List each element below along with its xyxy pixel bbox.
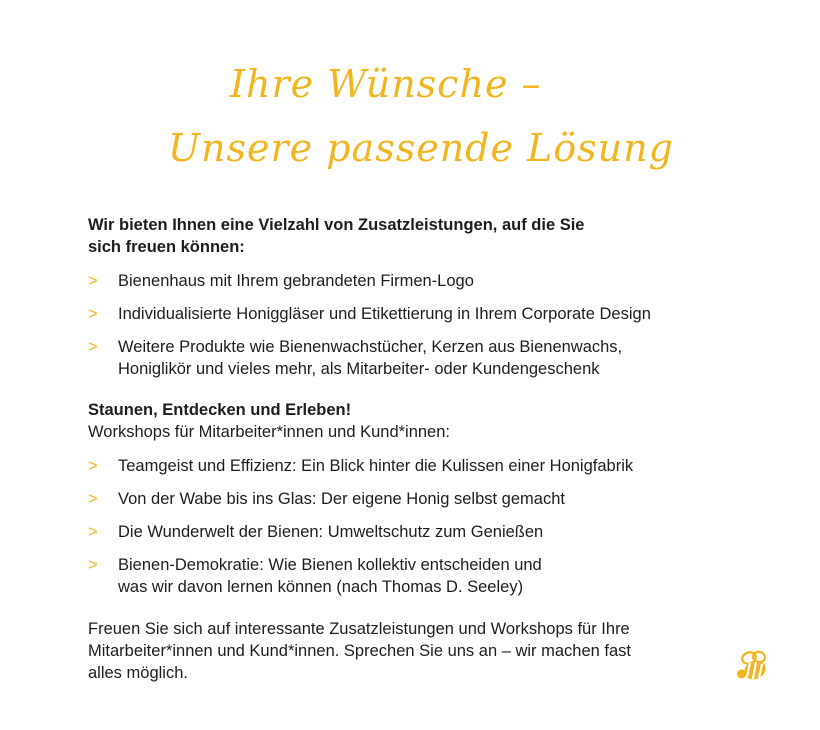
list-item-text: Teamgeist und Effizienz: Ein Blick hinter die Kulissen einer Honigfabrik: [118, 457, 634, 475]
bullet-arrow-icon: >: [88, 523, 98, 541]
bullet-arrow-icon: >: [88, 272, 98, 290]
page-title: [0, 52, 820, 180]
bullet-arrow-icon: >: [88, 338, 98, 356]
services-list: [88, 270, 728, 380]
closing-paragraph: [88, 618, 728, 684]
list-item-text-cont: was wir davon lernen können (nach Thomas D. Seeley): [118, 578, 524, 596]
workshops-section: [88, 399, 728, 598]
list-item-text: Individualisierte Honiggläser und Etikettierung in Ihrem Corporate Design: [118, 305, 651, 323]
list-item-text: Die Wunderwelt der Bienen: Umweltschutz zum Genießen: [118, 523, 544, 541]
bullet-arrow-icon: >: [88, 305, 98, 323]
bullet-arrow-icon: >: [88, 556, 98, 574]
bee-icon: [735, 650, 771, 684]
list-item: [88, 488, 728, 510]
content-body: [88, 214, 728, 684]
workshops-subheading: Workshops für Mitarbeiter*innen und Kund*innen:: [88, 423, 450, 441]
bullet-arrow-icon: >: [88, 490, 98, 508]
title-line-1: Ihre Wünsche –: [230, 62, 542, 106]
closing-line-1: Freuen Sie sich auf interessante Zusatzleistungen und Workshops für Ihre: [88, 620, 630, 638]
list-item: [88, 521, 728, 543]
workshops-list: [88, 455, 728, 598]
list-item: [88, 336, 728, 380]
list-item-text: Von der Wabe bis ins Glas: Der eigene Honig selbst gemacht: [118, 490, 565, 508]
title-line-2: Unsere passende Lösung: [168, 126, 674, 170]
workshops-heading: Staunen, Entdecken und Erleben!: [88, 401, 352, 419]
list-item: [88, 303, 728, 325]
list-item-text-cont: Honiglikör und vieles mehr, als Mitarbeiter- oder Kundengeschenk: [118, 360, 600, 378]
bullet-arrow-icon: >: [88, 457, 98, 475]
list-item-text: Bienenhaus mit Ihrem gebrandeten Firmen-Logo: [118, 272, 474, 290]
workshops-intro: [88, 399, 728, 443]
closing-line-2: Mitarbeiter*innen und Kund*innen. Sprechen Sie uns an – wir machen fast: [88, 642, 632, 660]
list-item-text: Weitere Produkte wie Bienenwachstücher, Kerzen aus Bienenwachs,: [118, 338, 623, 356]
services-intro-line-2: sich freuen können:: [88, 238, 245, 256]
list-item: [88, 270, 728, 292]
closing-line-3: alles möglich.: [88, 664, 188, 682]
services-intro: [88, 214, 728, 258]
list-item: [88, 455, 728, 477]
services-intro-line-1: Wir bieten Ihnen eine Vielzahl von Zusatzleistungen, auf die Sie: [88, 216, 585, 234]
list-item-text: Bienen-Demokratie: Wie Bienen kollektiv entscheiden und: [118, 556, 542, 574]
list-item: [88, 554, 728, 598]
